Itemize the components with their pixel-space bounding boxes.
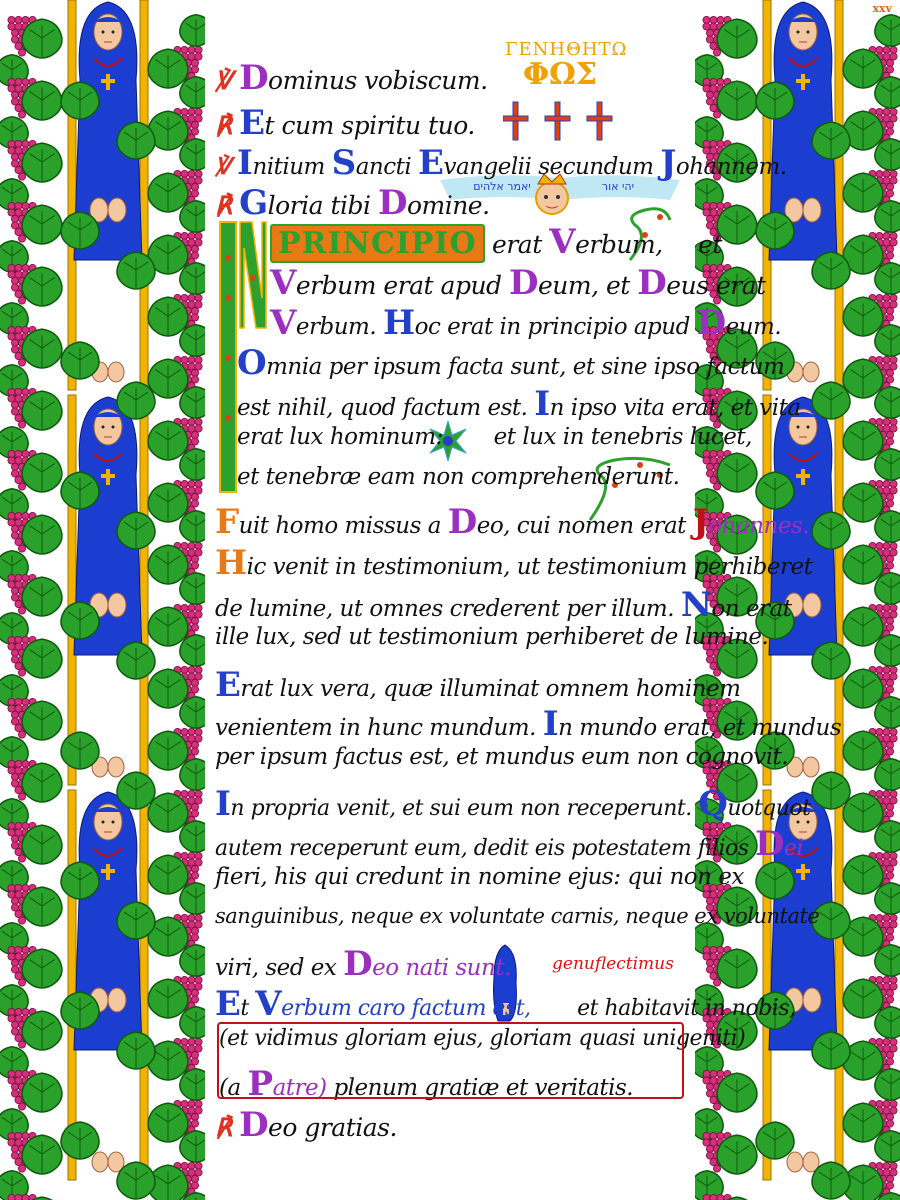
text-line (215, 784, 811, 824)
line-text: plenum gratiæ et veritatis. (333, 1075, 634, 1101)
text-line (215, 624, 768, 650)
left-border-art (0, 0, 205, 1200)
line-text: eo, cui nomen erat (476, 513, 686, 539)
initial-letter: D (696, 303, 726, 343)
text-line (219, 1064, 633, 1104)
line-text: n ipso vita erat, et vita (549, 395, 801, 421)
line-text: et tenebræ eam non comprehenderunt. (237, 464, 680, 490)
left-grapevine-border (0, 0, 205, 1200)
line-text: n propria venit, et sui eum non receperunt. (230, 796, 692, 821)
line-text: vangelii secundum (443, 154, 654, 180)
line-text: omine. (406, 191, 490, 220)
line-text: erbum, (575, 230, 663, 259)
line-text: et lux in tenebris lucet, (493, 424, 752, 450)
initial-letter: I (542, 704, 559, 744)
text-line (270, 263, 766, 303)
line-text: sanguinibus, neque ex voluntate carnis, neque ex voluntate (215, 904, 820, 928)
line-text: de lumine, ut omnes crederent per illum. (215, 596, 675, 622)
initial-letter: D (637, 263, 667, 303)
versicle-symbol: ℣ (215, 66, 232, 95)
line-text: eum, et (538, 271, 630, 300)
initial-letter: E (215, 665, 241, 705)
text-line (237, 424, 752, 450)
initial-letter: D (447, 502, 477, 542)
versicle-line (215, 58, 488, 98)
line-text: ominus vobiscum. (268, 66, 488, 95)
saint-figure (68, 395, 148, 785)
initial-letter: S (331, 143, 356, 183)
initial-letter: P (247, 1064, 273, 1104)
line-text: eo gratias. (268, 1113, 397, 1142)
line-text: fieri, his qui credunt in nomine ejus: qui non ex (215, 864, 744, 890)
line-text: oc erat in principio apud (414, 314, 690, 340)
line-text: erat (492, 230, 542, 259)
text-line (219, 1026, 745, 1051)
initial-letter: G (239, 183, 268, 223)
initial-letter: E (215, 984, 241, 1024)
initial-letter: E (239, 103, 265, 143)
response-line (215, 103, 475, 143)
line-text: viri, sed ex (215, 955, 337, 981)
line-text: autem receperunt eum, dedit eis potestatem filios (215, 836, 749, 861)
saint-figure (68, 0, 148, 390)
initial-letter: V (255, 984, 282, 1024)
principio-banner: PRINCIPIO (270, 224, 485, 263)
initial-letter: N (680, 585, 712, 625)
folio-number: xxv (872, 2, 892, 15)
initial-letter: J (692, 502, 709, 542)
vine-leaf (875, 15, 900, 46)
line-text: eo nati sunt. (372, 955, 511, 981)
line-text: et (698, 230, 722, 259)
text-line (215, 824, 803, 864)
response-symbol: ℟ (215, 111, 232, 140)
initial-letter: I (215, 784, 231, 824)
versicle-line (215, 143, 787, 183)
text-line (270, 222, 722, 263)
line-text: et habitavit in nobis, (577, 996, 796, 1021)
line-text: ic venit in testimonium, ut testimonium perhiberet (246, 554, 813, 580)
line-text: rat lux vera, quæ illuminat omnem hominem (240, 676, 741, 702)
line-text: ille lux, sed ut testimonium perhiberet de lumine. (215, 624, 769, 650)
initial-letter: J (660, 143, 676, 183)
initial-letter: Q (698, 784, 728, 824)
initial-letter: D (377, 183, 407, 223)
initial-letter: V (270, 303, 296, 343)
text-line (215, 984, 796, 1024)
text-line (237, 343, 784, 383)
line-text: erbum erat apud (295, 271, 502, 300)
line-text: nitium (252, 154, 325, 180)
line-text: erbum caro factum est, (281, 996, 531, 1021)
line-text: eus erat (666, 271, 766, 300)
text-line (215, 665, 740, 705)
line-text: atre) (272, 1075, 327, 1101)
line-text: loria tibi (267, 191, 371, 220)
versicle-symbol: ℣ (215, 153, 231, 180)
text-line (215, 585, 791, 625)
greek-heading-line2: ΦΩΣ (522, 57, 598, 92)
line-text: t cum spiritu tuo. (264, 111, 475, 140)
hebrew-text-right: יהי אור (601, 180, 635, 193)
line-text: per ipsum factus est, et mundus eum non cognovit. (215, 744, 789, 770)
text-line (215, 744, 788, 770)
text-line (270, 303, 781, 343)
initial-letter: D (239, 58, 269, 98)
initial-letter: I (534, 384, 550, 424)
text-line (215, 502, 809, 542)
genuflectimus-rubric: genuflectimus (552, 954, 674, 974)
initial-letter: V (549, 222, 576, 262)
hebrew-text-left: יאמר אלהים (473, 180, 531, 193)
vine-leaf (180, 15, 205, 46)
response-line (215, 1105, 397, 1145)
response-symbol: ℟ (215, 191, 232, 220)
cross-icon (545, 102, 570, 140)
line-text: (et vidimus gloriam ejus, gloriam quasi unigeniti) (219, 1026, 746, 1051)
cross-icon (587, 102, 612, 140)
line-text: ei (784, 836, 804, 861)
initial-letter: V (270, 263, 296, 303)
initial-letter: D (343, 944, 373, 984)
initial-letter: F (215, 502, 239, 542)
initial-letter: H (215, 543, 247, 583)
line-text: venientem in hunc mundum. (215, 715, 536, 741)
line-text: erat lux hominum: (237, 424, 443, 450)
three-crosses (503, 98, 623, 146)
text-line (215, 543, 812, 583)
line-text: ohannem. (675, 154, 787, 180)
line-text: (a (219, 1075, 241, 1101)
initial-letter: H (382, 303, 415, 343)
line-text: uotquot (727, 796, 811, 821)
initial-letter: D (239, 1105, 269, 1145)
text-line (215, 904, 819, 928)
line-text: t (240, 996, 249, 1021)
response-line (215, 183, 490, 223)
response-symbol: ℟ (215, 1113, 232, 1142)
text-line (237, 384, 801, 424)
line-text: n mundo erat, et mundus (558, 715, 842, 741)
initial-letter: O (237, 343, 267, 383)
line-text: ancti (355, 154, 412, 180)
greek-heading-line1: ΓΕΝΗΘΗΤΩ (505, 39, 628, 60)
line-text: on erat (711, 596, 792, 622)
line-text: uit homo missus a (238, 513, 441, 539)
line-text: ohannes. (708, 513, 810, 539)
text-line (215, 704, 841, 744)
text-line (215, 864, 744, 890)
initial-letter: E (418, 143, 444, 183)
initial-letter: I (237, 143, 253, 183)
text-line (237, 464, 679, 490)
cross-icon (503, 102, 528, 140)
initial-letter: D (509, 263, 538, 303)
text-line (215, 944, 511, 984)
line-text: mnia per ipsum facta sunt, et sine ipso factum (266, 354, 785, 380)
line-text: erbum. (295, 314, 377, 340)
line-text: est nihil, quod factum est. (237, 395, 528, 421)
greek-heading (505, 39, 628, 92)
line-text: eum. (725, 314, 782, 340)
initial-letter: D (755, 824, 785, 864)
